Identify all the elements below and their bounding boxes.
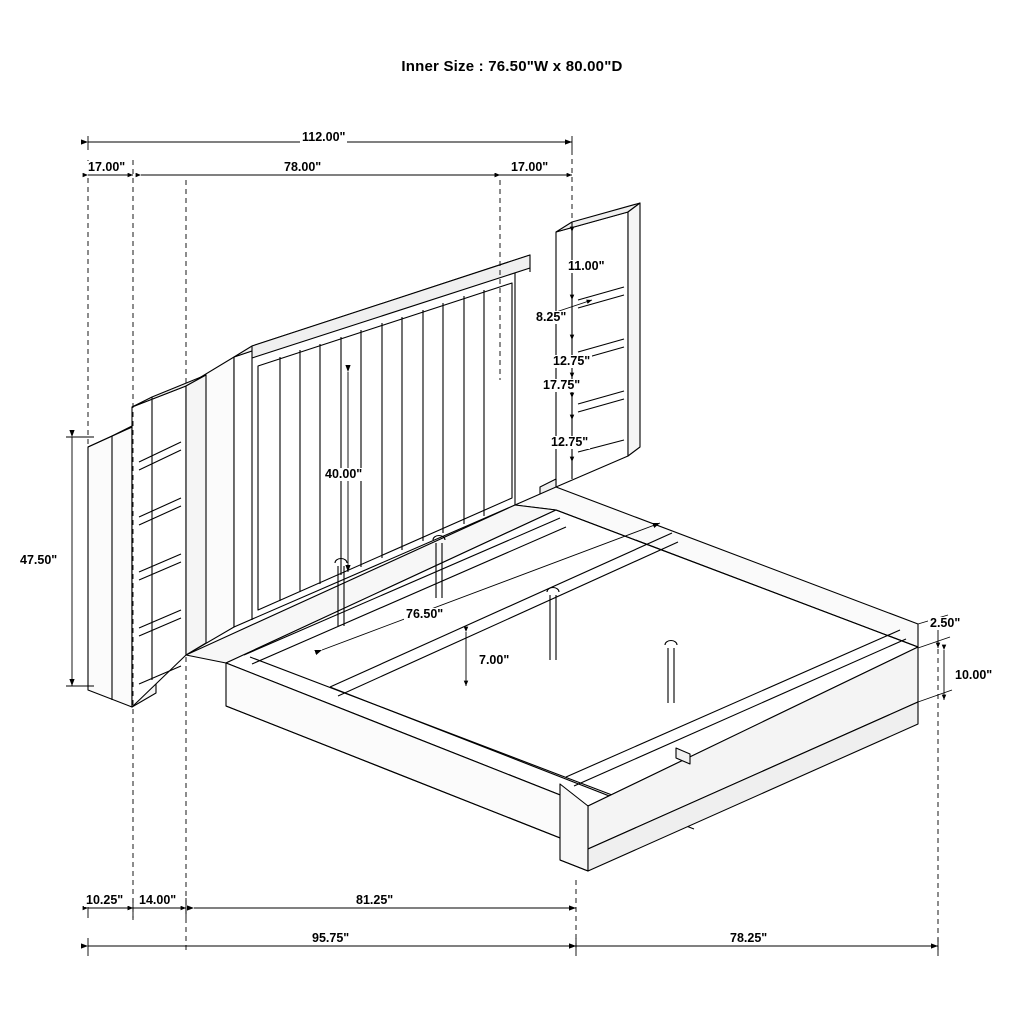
- dimension-label-base-height: 10.00": [955, 668, 993, 682]
- dimension-label-side-tower-height: 47.50": [20, 553, 58, 567]
- dimension-label-depth-78: 78.25": [730, 931, 768, 945]
- dimension-label-rail-thickness: 2.50": [930, 616, 961, 630]
- dimension-label-depth-95: 95.75": [312, 931, 350, 945]
- dimension-label-bed-length: 81.25": [356, 893, 394, 907]
- dimension-label-mattress-width: 76.50": [406, 607, 444, 621]
- dimension-label-left-panel-width: 17.00": [88, 160, 126, 174]
- dimension-label-right-panel-width: 17.00": [511, 160, 549, 174]
- dimension-label-left-offset-a: 10.25": [86, 893, 124, 907]
- page-title: Inner Size : 76.50"W x 80.00"D: [401, 58, 623, 75]
- dimension-label-shelf-depth: 8.25": [536, 310, 567, 324]
- dimension-label-shelf-opening-inner: 17.75": [543, 378, 581, 392]
- dimension-label-shelf-opening-top: 11.00": [568, 259, 605, 273]
- dimension-label-headboard-height: 40.00": [325, 467, 363, 481]
- dimension-label-headboard-width: 78.00": [284, 160, 322, 174]
- bed-outline: [88, 203, 918, 871]
- dimension-label-left-offset-b: 14.00": [139, 893, 177, 907]
- dimension-label-shelf-opening-middle: 12.75": [553, 354, 591, 368]
- dimension-label-shelf-opening-lower: 12.75": [551, 435, 589, 449]
- dimension-label-slat-clearance: 7.00": [479, 653, 510, 667]
- dimension-label-overall-width: 112.00": [302, 130, 346, 144]
